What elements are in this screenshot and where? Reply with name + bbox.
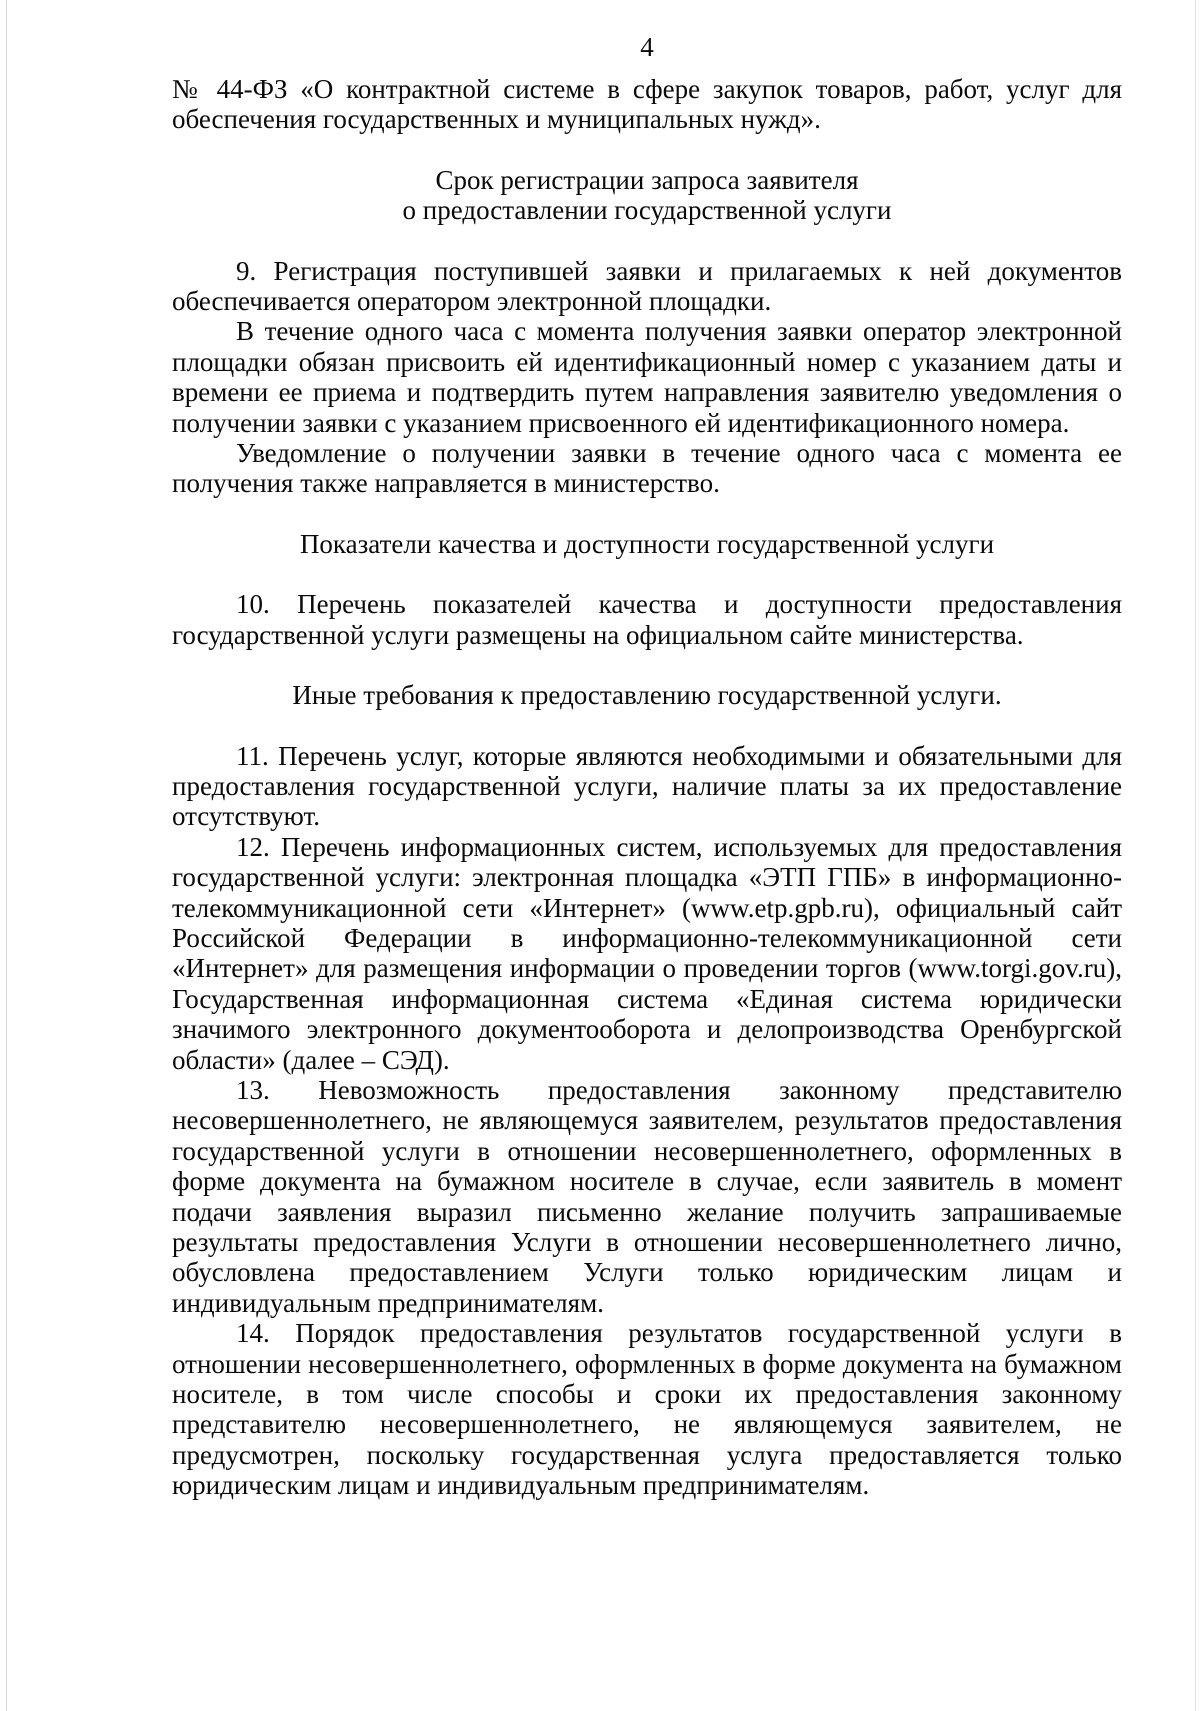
scan-edge-left	[6, 0, 7, 1711]
section-heading-other: Иные требования к предоставлению государственной услуги.	[292, 680, 1002, 711]
paragraph-9: 9. Регистрация поступившей заявки и прилагаемых к ней документов обеспечивается оператором электронной площадки.	[172, 255, 1122, 317]
paragraph-11: 11. Перечень услуг, которые являются необходимыми и обязательными для предоставления государственной услуги, наличие платы за их предоставление отсутствуют.	[172, 740, 1122, 832]
section-heading-quality: Показатели качества и доступности государственной услуги	[299, 528, 995, 559]
scan-edge-right	[1195, 0, 1196, 1711]
paragraph-13: 13. Невозможность предоставления законному представителю несовершеннолетнего, не являющемуся заявителем, результатов предоставления государственной услуги в отношении несовершеннолетнего, оформленных в форме документа на бумажном носителе в случае, если заявитель в момент подачи заявления выразил письменно желание получить запрашиваемые результаты предоставления Услуги в отношении несовершеннолетнего лично, обусловлена предоставлением Услуги только юридическим лицам и индивидуальным предпринимателям.	[172, 1074, 1122, 1318]
paragraph-10: 10. Перечень показателей качества и доступности предоставления государственной услуги размещены на официальном сайте министерства.	[172, 589, 1122, 650]
page-number: 4	[640, 32, 654, 62]
page-content	[172, 32, 1122, 1501]
paragraph-12: 12. Перечень информационных систем, используемых для предоставления государственной услуги: электронная площадка «ЭТП ГПБ» в информационно-телекоммуникационной сети «Интернет» (www.etp.gpb.ru), официальный сайт Российской Федерации в информационно-телекоммуникационной сети «Интернет» для размещения информации о проведении торгов (www.torgi.gov.ru), Государственная информационная система «Единая система юридически значимого электронного документооборота и делопроизводства Оренбургской области» (далее – СЭД).	[172, 831, 1122, 1075]
paragraph-9-3: Уведомление о получении заявки в течение одного часа с момента ее получения также направляется в министерство.	[172, 438, 1122, 499]
paragraph-14: 14. Порядок предоставления результатов государственной услуги в отношении несовершеннолетнего, оформленных в форме документа на бумажном носителе, в том числе способы и сроки их предоставления законному представителю несовершеннолетнего, не являющемуся заявителем, не предусмотрен, поскольку государственная услуга предоставляется только юридическим лицам и индивидуальным предпринимателям.	[172, 1318, 1122, 1501]
section-heading-registration-line1: Срок регистрации запроса заявителя	[435, 164, 859, 195]
continuation-paragraph: № 44-ФЗ «О контрактной системе в сфере закупок товаров, работ, услуг для обеспечения государственных и муниципальных нужд».	[172, 74, 1122, 135]
paragraph-9-2: В течение одного часа с момента получения заявки оператор электронной площадки обязан присвоить ей идентификационный номер с указанием даты и времени ее приема и подтвердить путем направления заявителю уведомления о получении заявки с указанием присвоенного ей идентификационного номера.	[172, 316, 1122, 438]
section-heading-registration-line2: о предоставлении государственной услуги	[402, 195, 892, 226]
